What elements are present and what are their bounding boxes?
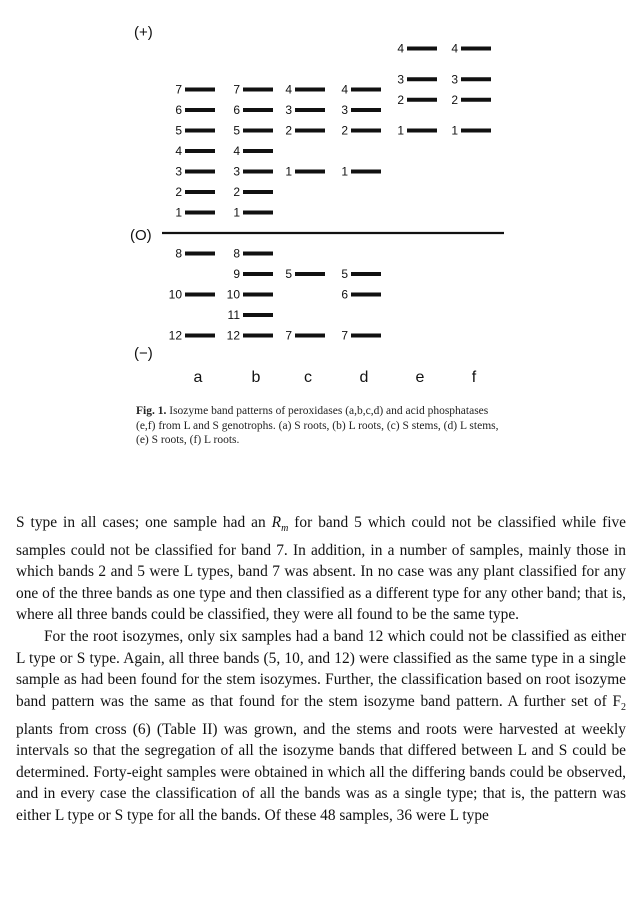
band-label-d-5: 5 [341,267,348,281]
origin-label: (O) [130,227,152,244]
band-b-12 [243,334,273,338]
band-a-3 [185,170,215,174]
band-label-b-10: 10 [226,287,240,302]
band-label-e-1: 1 [397,123,404,138]
band-d-5 [351,272,381,276]
band-label-b-8: 8 [233,246,240,261]
paragraph-2: For the root isozymes, only six samples had a band 12 which could not be classified as either L type or S type. Again, all three bands (5, 10, and 12) were classified as the same type in a single sample as had been found for the stem isozymes. Further, the classification based on root isozyme band pattern was the same as that found for the stem isozyme band pattern. A further set of $F_2$ plants from cross (6) (Table II) was grown, and the stems and roots were harvested at weekly intervals so that the segregation of all the isozyme bands that differed between L and S could be determined. Forty-eight samples were obtained in which all the differing bands could be observed, and in every case the classification of all the bands was as a single type; that is, the pattern was either L type or S type for all the bands. Of these 48 samples, 36 were L type [16,628,626,824]
plus-pole-label: (+) [134,24,153,41]
band-a-7 [185,88,215,92]
caption-text: Isozyme band patterns of peroxidases (a,b,c,d) and acid phosphatases (e,f) from L and S genotrophs. (a) S roots, (b) L roots, (c) S stems, (d) L stems, (e) S roots, (f) L roots. [136,405,499,446]
band-a-4 [185,149,215,153]
band-c-3 [295,108,325,112]
band-label-f-4: 4 [451,41,458,56]
band-label-c-7: 7 [285,328,292,343]
band-label-d-3: 3 [341,103,348,117]
band-label-a-12: 12 [168,328,182,343]
band-label-b-7: 7 [233,82,240,97]
band-d-4 [351,88,381,92]
band-label-c-1: 1 [285,164,292,179]
band-label-b-5: 5 [233,123,240,138]
band-a-6 [185,108,215,112]
gel-diagram [0,0,640,400]
band-label-d-7: 7 [341,328,348,343]
band-f-3 [461,77,491,81]
band-label-f-3: 3 [451,72,458,87]
band-label-d-1: 1 [341,164,348,179]
band-e-2 [407,98,437,102]
band-label-b-4: 4 [233,144,240,158]
band-label-a-7: 7 [175,82,182,97]
band-b-6 [243,108,273,112]
band-label-a-4: 4 [175,144,182,158]
band-f-4 [461,47,491,51]
band-f-2 [461,98,491,102]
band-a-8 [185,252,215,256]
isozyme-figure [0,0,640,400]
band-e-3 [407,77,437,81]
band-a-10 [185,293,215,297]
band-c-4 [295,88,325,92]
band-b-2 [243,190,273,194]
band-label-a-6: 6 [175,103,182,117]
band-label-c-2: 2 [285,123,292,138]
caption-label: Fig. 1. [136,405,167,417]
band-group [169,42,491,387]
band-label-b-9: 9 [233,267,240,281]
band-label-a-1: 1 [175,205,182,220]
band-label-b-3: 3 [233,164,240,179]
band-f-1 [461,129,491,133]
band-label-a-2: 2 [175,185,182,199]
lane-label-b: b [251,369,261,386]
body-text [16,512,626,826]
band-label-b-2: 2 [233,185,240,199]
band-label-b-12: 12 [226,328,240,343]
band-b-8 [243,252,273,256]
lane-label-e: e [415,369,425,386]
band-d-7 [351,334,381,338]
minus-pole-label: (−) [134,345,153,362]
band-c-5 [295,272,325,276]
band-b-11 [243,313,273,317]
band-b-9 [243,272,273,276]
band-label-e-2: 2 [397,92,404,107]
band-label-d-2: 2 [341,123,348,138]
band-d-2 [351,129,381,133]
band-b-1 [243,211,273,215]
band-a-1 [185,211,215,215]
band-label-c-5: 5 [285,267,292,281]
band-c-7 [295,334,325,338]
band-d-6 [351,293,381,297]
band-label-a-3: 3 [175,164,182,179]
band-a-5 [185,129,215,133]
band-b-7 [243,88,273,92]
lane-label-c: c [304,369,312,386]
band-c-2 [295,129,325,133]
paragraph-1: S type in all cases; one sample had an $R_m$ for band 5 which could not be classified while five samples could not be classified for band 7. In addition, in a number of samples, mainly those in which bands 2 and 5 were L types, band 7 was absent. In no case was any plant classified for any one of the three bands as one type and then classified as a different type for any other band; that is, where all three bands could be classified, they were all found to be the same type. [16,514,627,624]
band-label-f-1: 1 [451,123,458,138]
band-e-4 [407,47,437,51]
band-b-5 [243,129,273,133]
band-label-a-8: 8 [175,246,182,261]
band-b-4 [243,149,273,153]
band-a-2 [185,190,215,194]
band-d-3 [351,108,381,112]
lane-label-a: a [193,369,203,386]
band-e-1 [407,129,437,133]
band-label-b-1: 1 [233,205,240,220]
lane-label-d: d [359,369,369,386]
band-b-3 [243,170,273,174]
band-label-c-4: 4 [285,82,292,97]
lane-label-f: f [471,369,477,386]
band-label-d-6: 6 [341,287,348,302]
band-label-f-2: 2 [451,92,458,107]
band-b-10 [243,293,273,297]
band-c-1 [295,170,325,174]
band-label-e-3: 3 [397,72,404,87]
band-label-a-10: 10 [168,287,182,302]
band-label-e-4: 4 [397,41,404,56]
figure-caption [136,404,508,448]
band-label-d-4: 4 [341,82,348,97]
band-d-1 [351,170,381,174]
band-label-c-3: 3 [285,103,292,117]
band-a-12 [185,334,215,338]
band-label-b-6: 6 [233,103,240,117]
band-label-a-5: 5 [175,123,182,138]
band-label-b-11: 11 [227,308,240,322]
